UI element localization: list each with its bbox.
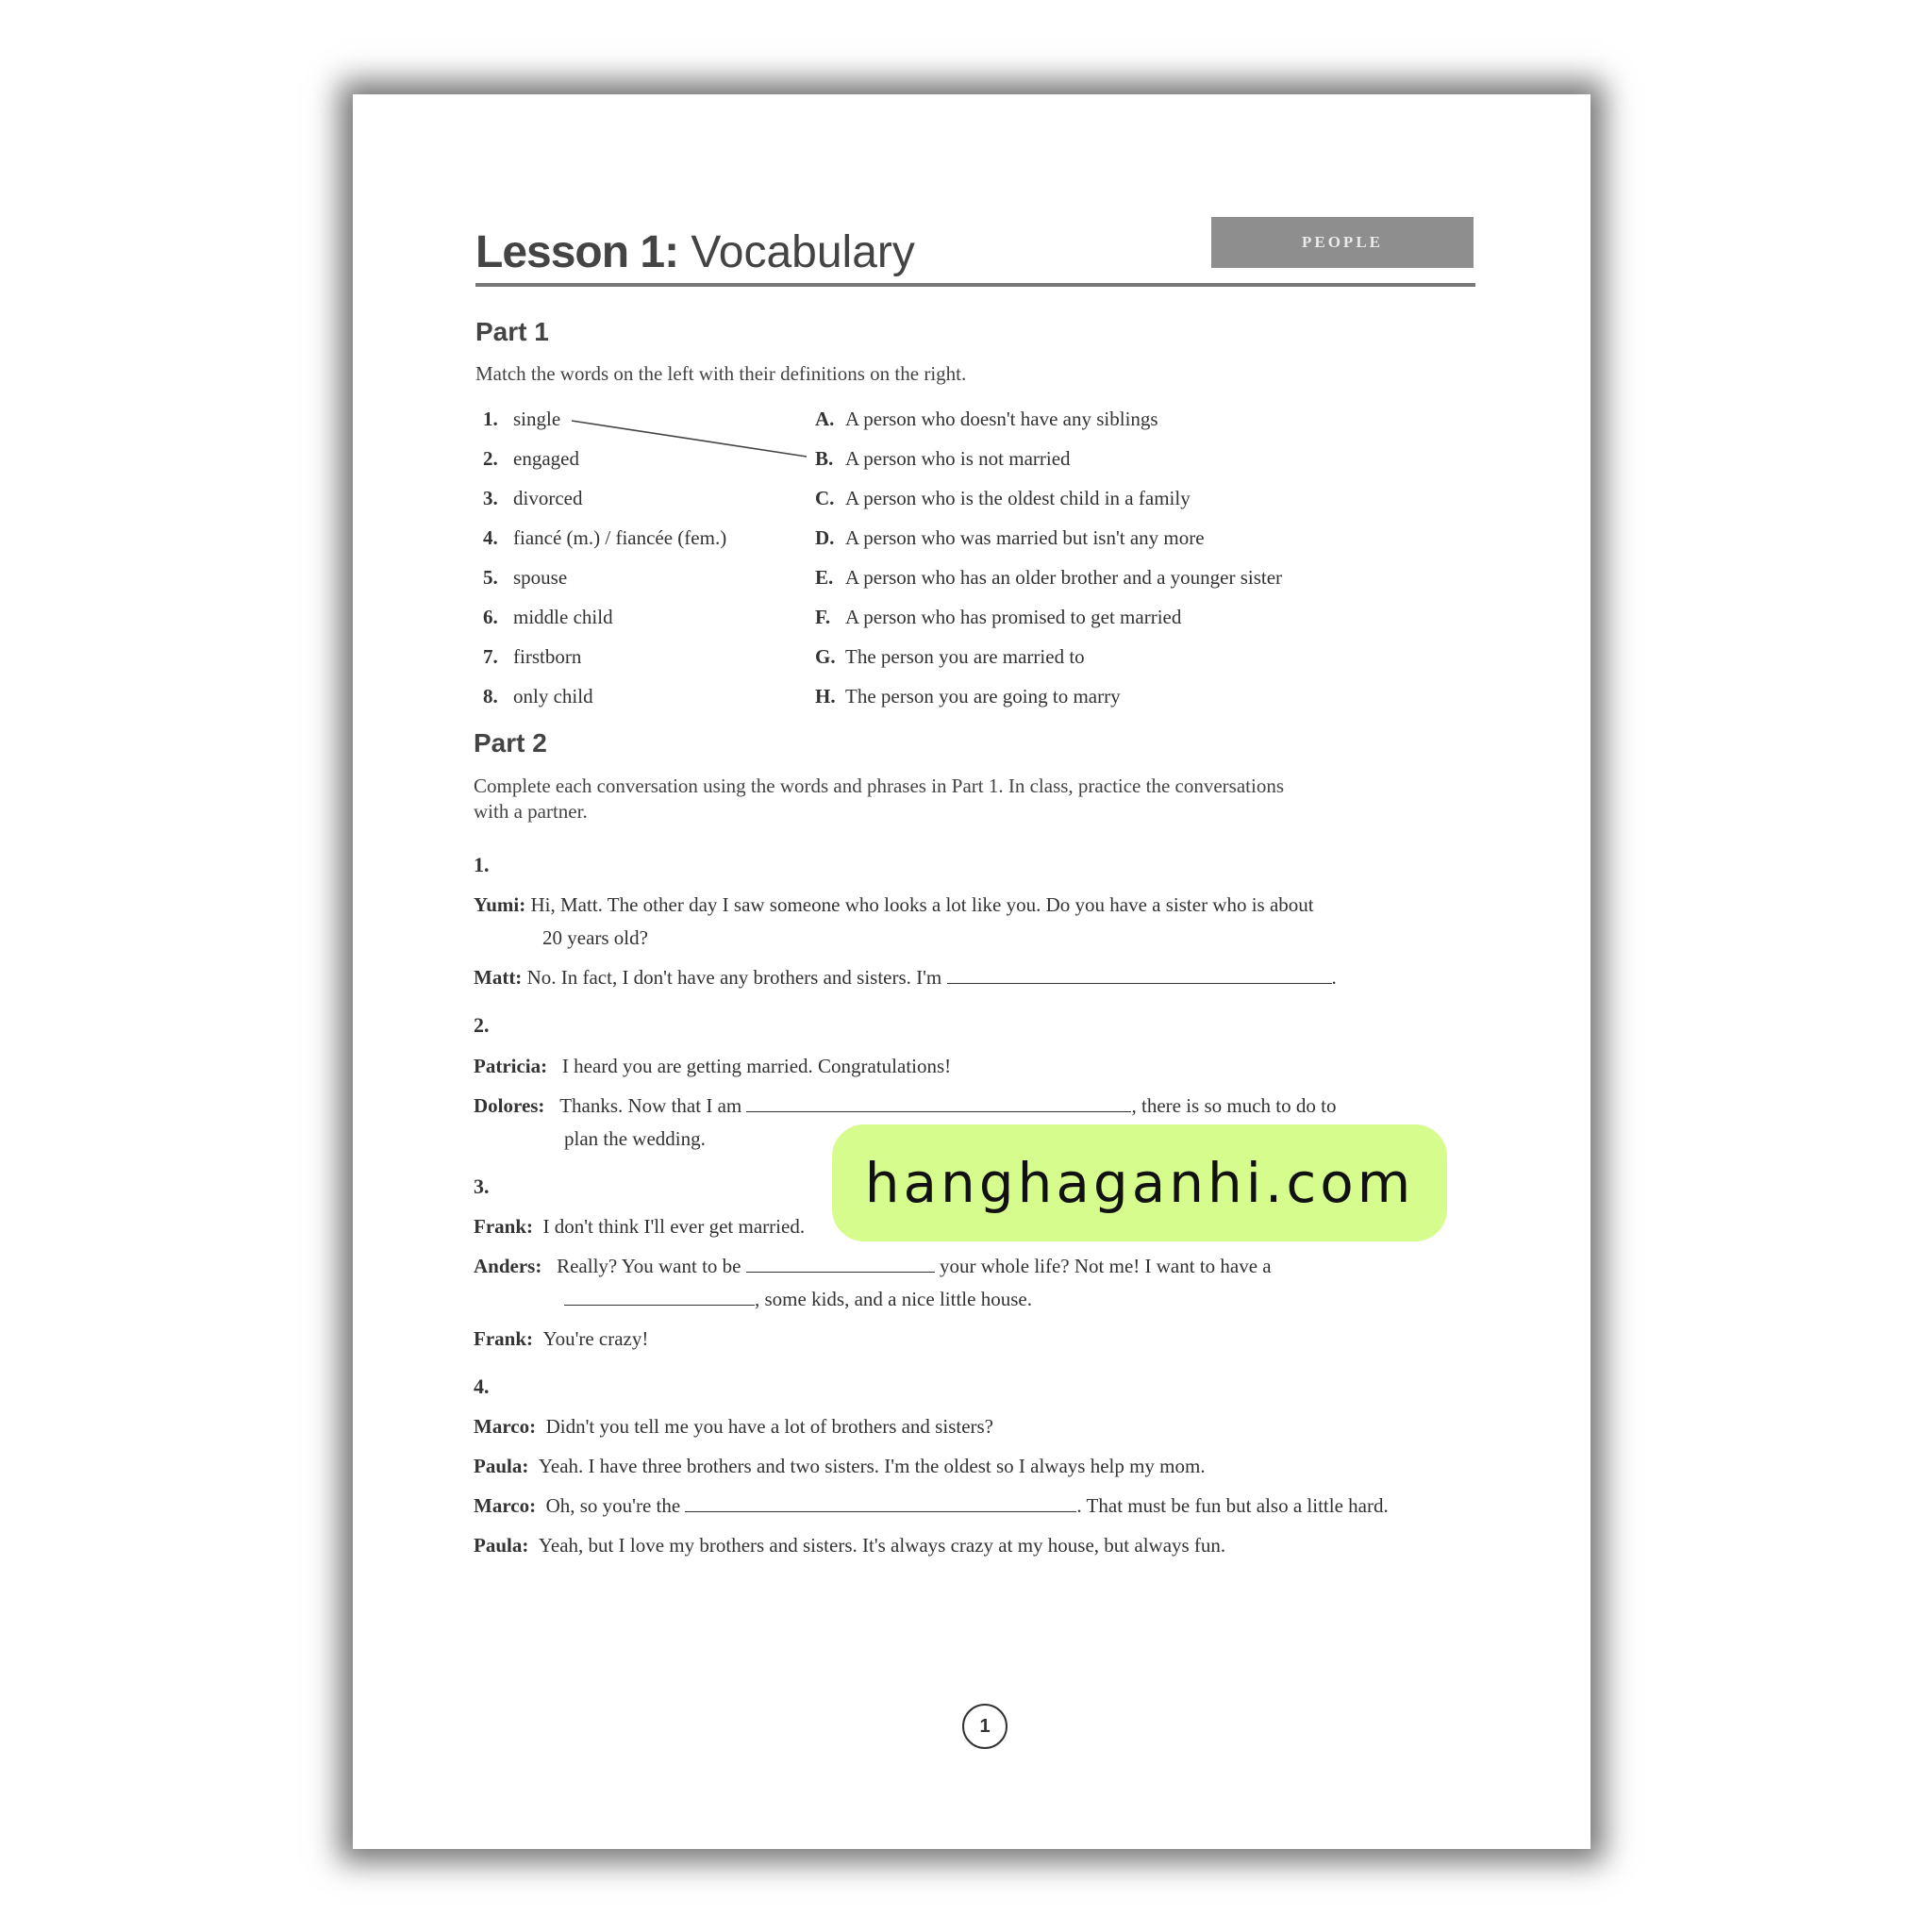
part2-title: Part 2 [474, 728, 547, 758]
dialogue-line: Yumi: Hi, Matt. The other day I saw someone who looks a lot like you. Do you have a sister who is about [474, 893, 1314, 916]
dialogue-line: Paula: Yeah, but I love my brothers and sisters. It's always crazy at my house, but always fun. [474, 1534, 1226, 1557]
word-item: 1. single [483, 408, 561, 430]
part1-instructions: Match the words on the left with their definitions on the right. [475, 362, 967, 385]
answer-blank[interactable] [746, 1092, 1131, 1112]
category-banner: PEOPLE [1211, 217, 1474, 268]
dialogue-line-continued: plan the wedding. [564, 1127, 706, 1150]
dialogue-line: Frank: You're crazy! [474, 1327, 649, 1350]
word-item: 6. middle child [483, 606, 613, 628]
conversation-number: 2. [474, 1013, 490, 1037]
definition-item: F. A person who has promised to get married [815, 606, 1182, 628]
definition-item: H. The person you are going to marry [815, 685, 1121, 708]
definition-item: E. A person who has an older brother and a younger sister [815, 566, 1283, 589]
conversation-number: 3. [474, 1174, 490, 1198]
word-item: 8. only child [483, 685, 593, 708]
word-item: 4. fiancé (m.) / fiancée (fem.) [483, 526, 727, 549]
word-item: 2. engaged [483, 447, 579, 470]
lesson-title: Lesson 1: Vocabulary [475, 227, 915, 277]
dialogue-line: Frank: I don't think I'll ever get married. [474, 1215, 806, 1238]
dialogue-line: Paula: Yeah. I have three brothers and two sisters. I'm the oldest so I always help my mom. [474, 1455, 1206, 1477]
watermark-badge: hanghaganhi.com [832, 1124, 1447, 1241]
example-match-line [353, 94, 1591, 660]
answer-blank[interactable] [746, 1253, 935, 1273]
word-item: 3. divorced [483, 487, 583, 509]
definition-item: C. A person who is the oldest child in a family [815, 487, 1191, 509]
dialogue-line: Marco: Oh, so you're the . That must be fun but also a little hard. [474, 1494, 1389, 1517]
word-item: 5. spouse [483, 566, 568, 589]
worksheet-page [353, 94, 1591, 1849]
dialogue-line: Dolores: Thanks. Now that I am , there is so much to do to [474, 1094, 1337, 1117]
definition-item: G. The person you are married to [815, 645, 1085, 668]
answer-blank[interactable] [685, 1492, 1076, 1512]
conversation-number: 4. [474, 1374, 490, 1398]
page-number: 1 [962, 1704, 1008, 1749]
part1-title: Part 1 [475, 317, 549, 346]
conversation-number: 1. [474, 853, 490, 876]
definition-item: D. A person who was married but isn't any more [815, 526, 1205, 549]
word-item: 7. firstborn [483, 645, 582, 668]
part2-instructions: Complete each conversation using the words and phrases in Part 1. In class, practice the conversations with a partner. [474, 774, 1285, 823]
dialogue-line: Patricia: I heard you are getting married. Congratulations! [474, 1055, 952, 1077]
answer-blank[interactable] [947, 964, 1332, 984]
dialogue-line: Matt: No. In fact, I don't have any brothers and sisters. I'm . [474, 966, 1337, 989]
definition-item: B. A person who is not married [815, 447, 1071, 470]
dialogue-line-continued: 20 years old? [542, 926, 648, 949]
dialogue-line-continued: , some kids, and a nice little house. [564, 1283, 1032, 1316]
definition-item: A. A person who doesn't have any siblings [815, 408, 1158, 430]
dialogue-line: Marco: Didn't you tell me you have a lot of brothers and sisters? [474, 1415, 994, 1438]
answer-blank[interactable] [564, 1286, 755, 1306]
dialogue-line: Anders: Really? You want to be your whole life? Not me! I want to have a [474, 1255, 1272, 1277]
